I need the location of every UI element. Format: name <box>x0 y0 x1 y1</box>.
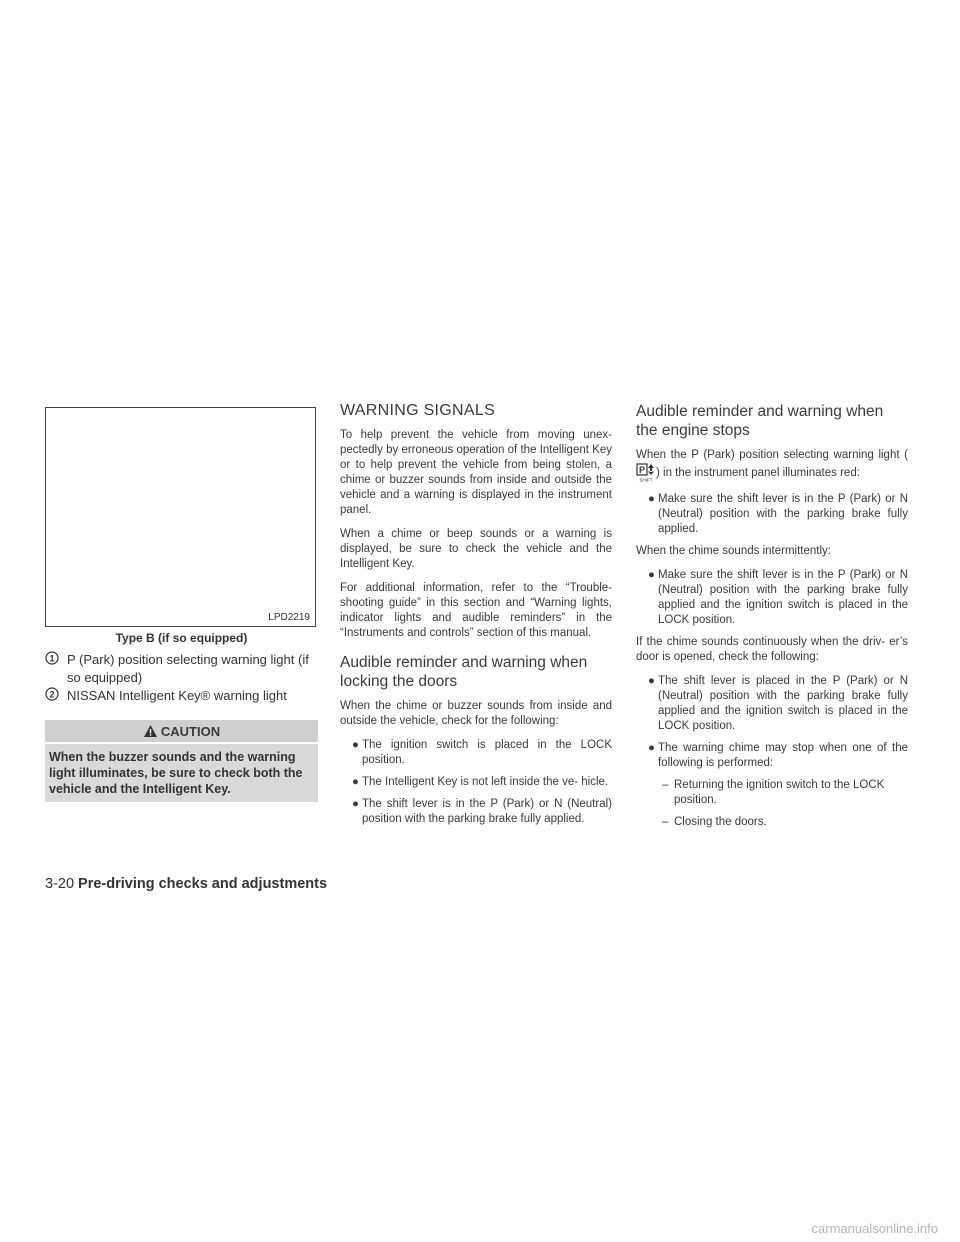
paragraph: When the P (Park) position selecting warning light ( P SHIFT ) in the instrument panel illuminates red: <box>636 449 908 483</box>
bullet-icon: ● <box>648 569 655 581</box>
legend-number-icon <box>45 651 67 687</box>
bullet-icon: ● <box>648 493 655 505</box>
caution-title: CAUTION <box>160 724 221 739</box>
list-item: ● The ignition switch is placed in the LOCK position. <box>352 739 612 766</box>
caution-box <box>45 720 318 802</box>
paragraph: When a chime or beep sounds or a warning is displayed, be sure to check the vehicle and the Intelligent Key. <box>340 528 612 570</box>
list-item: ● The shift lever is placed in the P (Park) or N (Neutral) position with the parking brake fully applied and the ignition switch is placed in the LOCK position. <box>648 675 908 732</box>
paragraph: For additional information, refer to the “Trouble- shooting guide” in this section and “Warning lights, indicator lights and audible reminders” in the “Instruments and controls” section of this manual. <box>340 582 612 639</box>
list-item: ● Make sure the shift lever is in the P (Park) or N (Neutral) position with the parking brake fully applied. <box>648 493 908 535</box>
section-name: Pre-driving checks and adjustments <box>78 876 328 892</box>
svg-text:SHIFT: SHIFT <box>639 477 653 483</box>
paragraph: When the chime sounds intermittently: <box>636 545 831 557</box>
page-footer <box>45 876 327 892</box>
svg-text:2: 2 <box>49 689 55 700</box>
legend-item <box>45 687 318 706</box>
paragraph: When the chime or buzzer sounds from inside and outside the vehicle, check for the following: <box>340 700 612 727</box>
caution-text: When the buzzer sounds and the warning light illuminates, be sure to check both the vehicle and the Intelligent Key. <box>49 750 303 796</box>
park-shift-warning-icon <box>636 463 656 483</box>
legend-item <box>45 651 318 687</box>
left-column <box>45 407 318 802</box>
subsection-title: Audible reminder and warning when locking the doors <box>340 654 588 690</box>
paragraph: To help prevent the vehicle from moving unex- pectedly by erroneous operation of the Intelligent Key or to help prevent the vehicle from being stolen, a chime or buzzer sounds from inside and outside the vehicle and a warning is displayed in the instrument panel. <box>340 429 612 516</box>
figure-legend <box>45 651 318 706</box>
bullet-icon: ● <box>352 798 359 810</box>
legend-text: NISSAN Intelligent Key® warning light <box>67 688 287 703</box>
caution-header <box>45 720 318 744</box>
figure-frame <box>45 407 316 627</box>
sub-list-item: – Closing the doors. <box>662 816 767 828</box>
figure-code: LPD2219 <box>268 612 310 623</box>
list-item: ● The warning chime may stop when one of the following is performed: <box>648 742 908 769</box>
page-number: 3-20 <box>45 876 75 892</box>
bullet-icon: ● <box>352 776 359 788</box>
bullet-icon: ● <box>648 675 655 687</box>
svg-text:P: P <box>638 465 646 475</box>
bullet-icon: ● <box>352 739 359 751</box>
list-item: ● Make sure the shift lever is in the P (Park) or N (Neutral) position with the parking brake fully applied and the ignition switch is placed in the LOCK position. <box>648 569 908 626</box>
svg-text:1: 1 <box>49 653 55 664</box>
section-title: WARNING SIGNALS <box>340 402 496 419</box>
list-item: ● The shift lever is in the P (Park) or N (Neutral) position with the parking brake fully applied. <box>352 798 612 825</box>
warning-triangle-icon <box>143 724 158 738</box>
legend-text: P (Park) position selecting warning light (if so equipped) <box>67 652 309 685</box>
bullet-list <box>340 738 612 827</box>
sub-list-item: – Returning the ignition switch to the LOCK position. <box>662 779 885 806</box>
figure-caption: Type B (if so equipped) <box>115 631 248 645</box>
legend-number-icon <box>45 687 67 706</box>
middle-column <box>340 400 612 836</box>
right-column <box>636 400 908 837</box>
watermark-link[interactable]: carmanualsonline.info <box>811 1221 938 1236</box>
subsection-title: Audible reminder and warning when the engine stops <box>636 403 884 439</box>
bullet-icon: ● <box>648 742 655 754</box>
list-item: ● The Intelligent Key is not left inside the ve- hicle. <box>352 776 609 788</box>
paragraph: If the chime sounds continuously when the driv- er’s door is opened, check the following: <box>636 636 908 663</box>
